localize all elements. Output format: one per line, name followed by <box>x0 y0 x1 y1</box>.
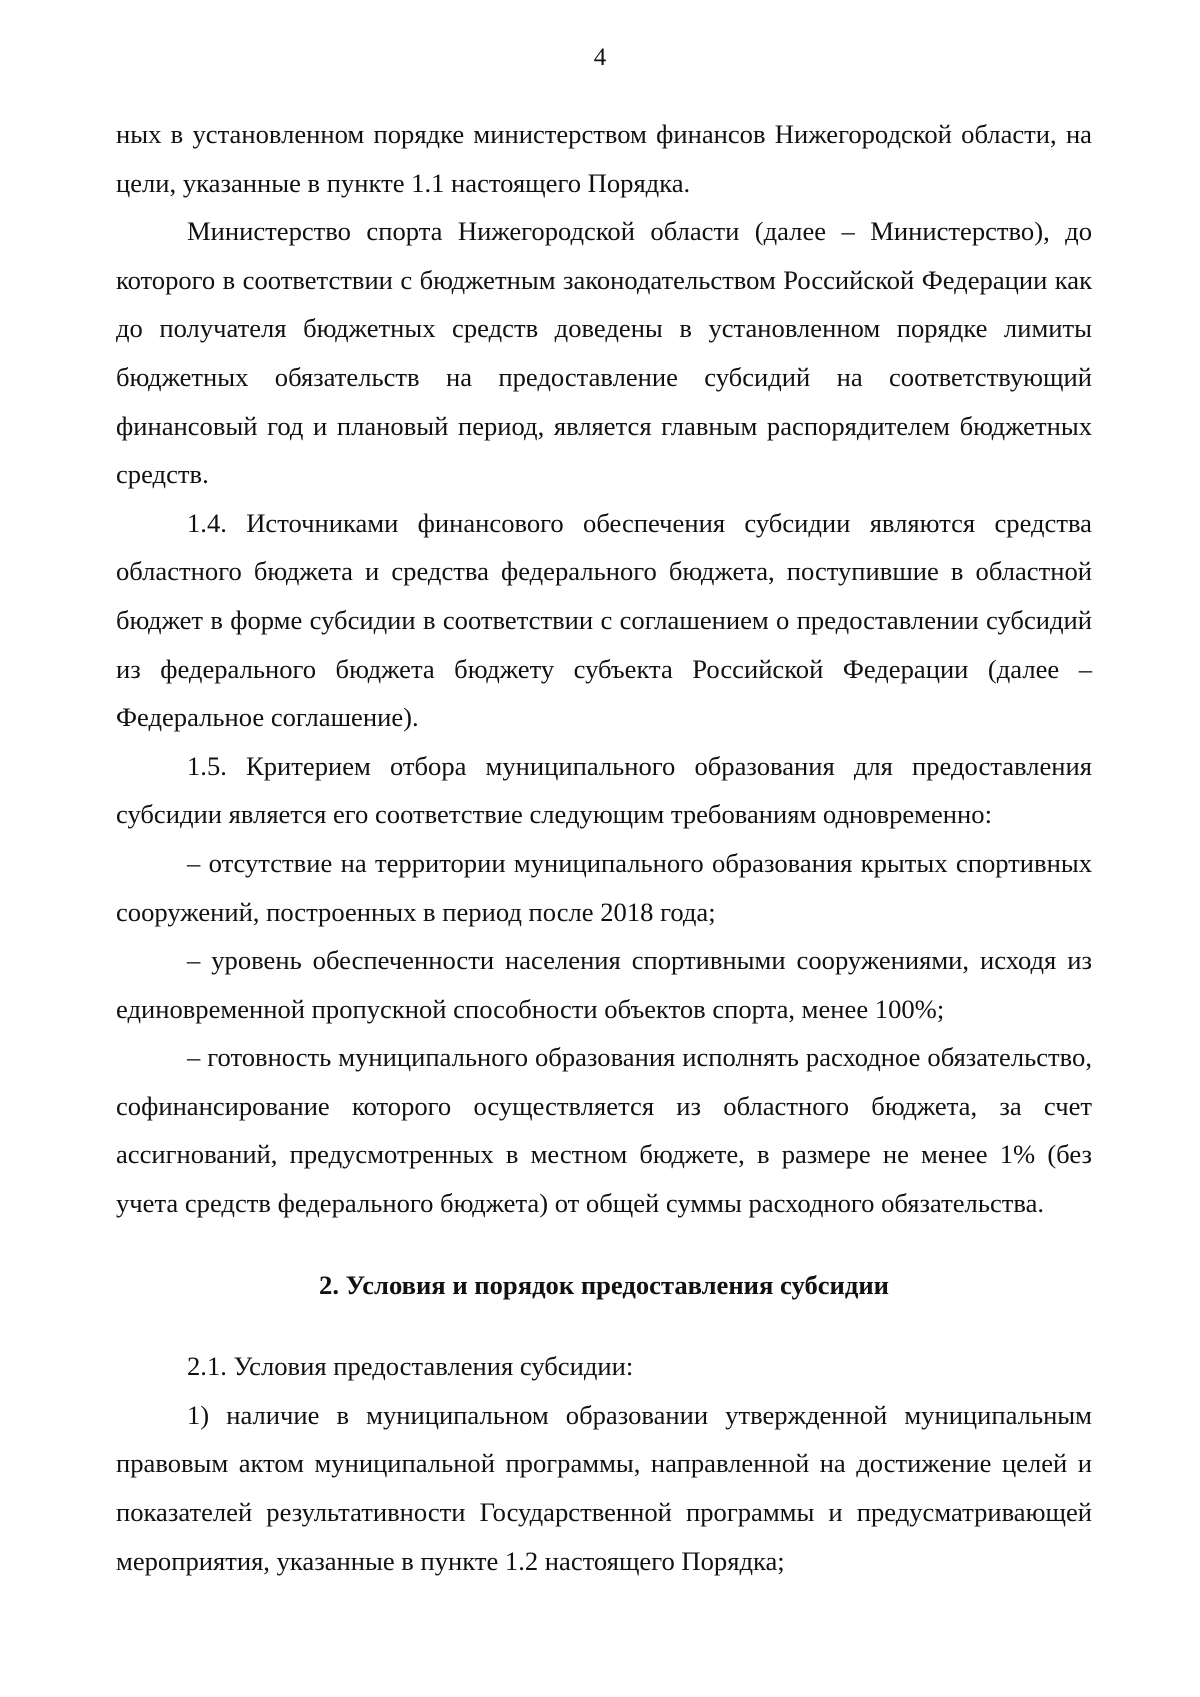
paragraph-1-4: 1.4. Источниками финансового обеспечения субсидии являются средства областного бюджета и средства федерального бюджета, поступившие в областной бюджет в форме субсидии в соответствии с соглашением о предоставлении субсидий из федерального бюджета бюджету субъекта Российской Федерации (далее – Федеральное соглашение). <box>116 507 1092 733</box>
criterion-item-1: – отсутствие на территории муниципального образования крытых спортивных сооружений, построенных в период после 2018 года; <box>116 847 1092 927</box>
paragraph-continuation: ных в установленном порядке министерством финансов Нижегородской области, на цели, указанные в пункте 1.1 настоящего Порядка. <box>116 119 1092 198</box>
criterion-item-3: – готовность муниципального образования исполнять расходное обязательство, софинансирование которого осуществляется из областного бюджета, за счет ассигнований, предусмотренных в местном бюджете, в размере не менее 1% (без учета средств федерального бюджета) от общей суммы расходного обязательства. <box>116 1042 1092 1219</box>
paragraph-2-1: 2.1. Условия предоставления субсидии: <box>187 1351 634 1382</box>
criterion-item-2: – уровень обеспеченности населения спортивными сооружениями, исходя из единовременной пропускной способности объектов спорта, менее 100%; <box>116 945 1092 1024</box>
document-body <box>116 110 1092 1585</box>
paragraph-1-5: 1.5. Критерием отбора муниципального образования для предоставления субсидии является его соответствие следующим требованиям одновременно: <box>116 750 1092 830</box>
page-number: 4 <box>593 44 607 71</box>
section-heading: 2. Условия и порядок предоставления субсидии <box>319 1269 889 1300</box>
condition-item-1: 1) наличие в муниципальном образовании утвержденной муниципальным правовым актом муниципальной программы, направленной на достижение целей и показателей результативности Государственной программы и предусматривающей мероприятия, указанные в пункте 1.2 настоящего Порядка; <box>116 1399 1092 1576</box>
paragraph-ministry: Министерство спорта Нижегородской области (далее – Министерство), до которого в соответствии с бюджетным законодательством Российской Федерации как до получателя бюджетных средств доведены в установленном порядке лимиты бюджетных обязательств на предоставление субсидий на соответствующий финансовый год и плановый период, является главным распорядителем бюджетных средств. <box>116 216 1092 490</box>
